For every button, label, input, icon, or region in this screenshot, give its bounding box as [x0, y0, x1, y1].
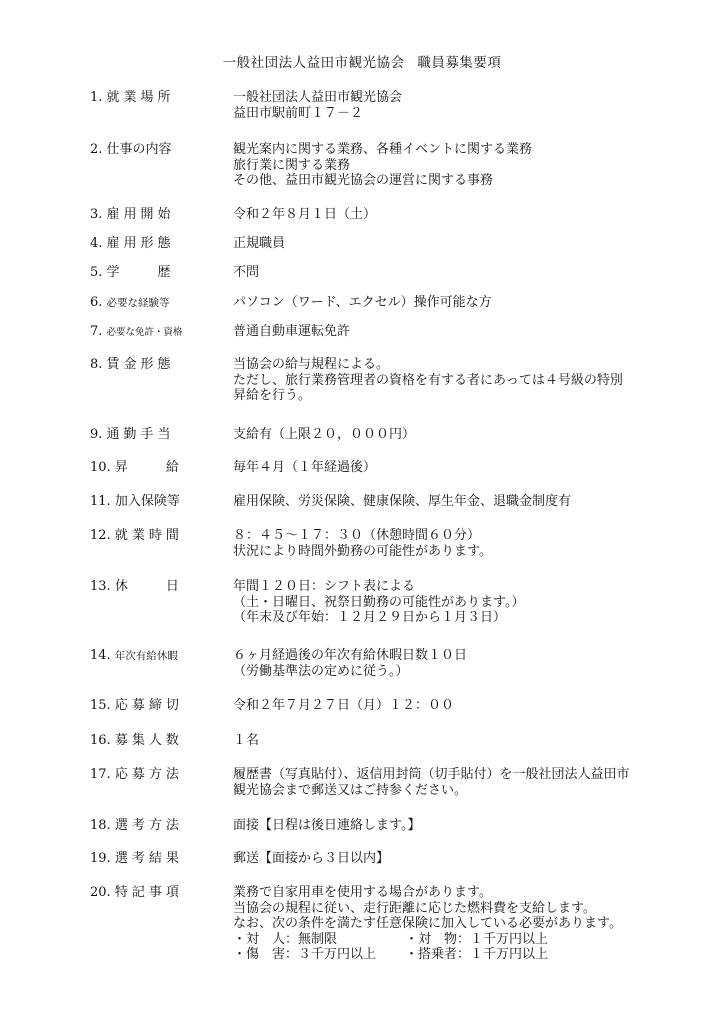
item-content: 業務で自家用車を使用する場合があります。 当協会の規程に従い、走行距離に応じた燃料費を支給します。 なお、次の条件を満たす任意保険に加入している必要があります。 ・対 人：無制限 ・対 物：１千万円以上 ・傷 害：３千万円以上 ・搭乗者：１千万円以上 [233, 885, 693, 963]
item-content: 一般社団法人益田市観光協会 益田市駅前町１７－２ [233, 90, 403, 121]
item-content: 年間１２０日：シフト表による （土・日曜日、祝祭日勤務の可能性があります。） （年末及び年始：１２月２９日から１月３日） [233, 579, 525, 625]
page-title [0, 51, 724, 71]
item-content: 観光案内に関する業務、各種イベントに関する業務 旅行業に関する業務 その他、益田市観光協会の運営に関する事務 [233, 142, 533, 188]
item-content: 普通自動車運転免許 [233, 324, 351, 339]
title-organization: 一般社団法人益田市観光協会 [222, 55, 405, 71]
item-label: 6. 必要な経験等 [90, 295, 170, 310]
item-label: 8. 賃金形態 [90, 357, 175, 372]
item-content: 令和２年７月２７日（月）１２：００ [233, 698, 455, 713]
item-label: 17. 応募方法 [90, 767, 183, 782]
item-label: 4. 雇用形態 [90, 236, 175, 251]
item-label: 7. 必要な免許・資格 [90, 324, 183, 339]
item-content: １名 [233, 733, 260, 748]
item-content: 雇用保険、労災保険、健康保険、厚生年金、退職金制度有 [233, 494, 572, 509]
item-label: 19. 選考結果 [90, 851, 183, 866]
item-label: 14. 年次有給休暇 [90, 648, 178, 663]
item-label: 5. 学 歴 [90, 265, 175, 280]
item-content: 令和２年８月１日（土） [233, 207, 377, 222]
item-content: パソコン（ワード、エクセル）操作可能な方 [233, 295, 492, 310]
item-content: 郵送【面接から３日以内】 [233, 851, 390, 866]
item-label: 1. 就業場所 [90, 90, 175, 105]
item-content: 毎年４月（１年経過後） [233, 460, 377, 475]
item-label: 11. 加入保険等 [90, 494, 180, 509]
title-document-name: 職員募集要項 [417, 55, 502, 71]
item-content: 支給有（上限２０，０００円） [233, 427, 416, 442]
item-content: ６ヶ月経過後の年次有給休暇日数１０日 （労働基準法の定めに従う。） [233, 648, 468, 679]
item-label: 15. 応募締切 [90, 698, 183, 713]
item-label: 20. 特記事項 [90, 885, 183, 900]
insurance-row: ・対 人：無制限 ・対 物：１千万円以上 [233, 931, 549, 947]
item-label: 16. 募集人数 [90, 733, 183, 748]
item-label: 18. 選考方法 [90, 818, 183, 833]
item-label: 9. 通勤手当 [90, 427, 175, 442]
item-content: 履歴書（写真貼付）、返信用封筒（切手貼付）を一般社団法人益田市 観光協会まで郵送又はご持参ください。 [233, 767, 630, 798]
item-label: 13. 休 日 [90, 579, 183, 594]
insurance-row: ・傷 害：３千万円以上 ・搭乗者：１千万円以上 [233, 947, 549, 962]
item-content: 面接【日程は後日連絡します。】 [233, 818, 421, 833]
item-label: 10. 昇 給 [90, 460, 183, 475]
item-label: 2. 仕事の内容 [90, 142, 172, 157]
item-label: 12. 就業時間 [90, 528, 183, 543]
item-content: 当協会の給与規程による。 ただし、旅行業務管理者の資格を有する者にあっては４号級の特別 昇給を行う。 [233, 357, 623, 403]
item-content: 不問 [233, 265, 260, 280]
item-content: 正規職員 [233, 236, 286, 251]
item-content: ８：４５～１７：３０（休憩時間６０分） 状況により時間外勤務の可能性があります。 [233, 528, 492, 559]
item-label: 3. 雇用開始 [90, 207, 175, 222]
